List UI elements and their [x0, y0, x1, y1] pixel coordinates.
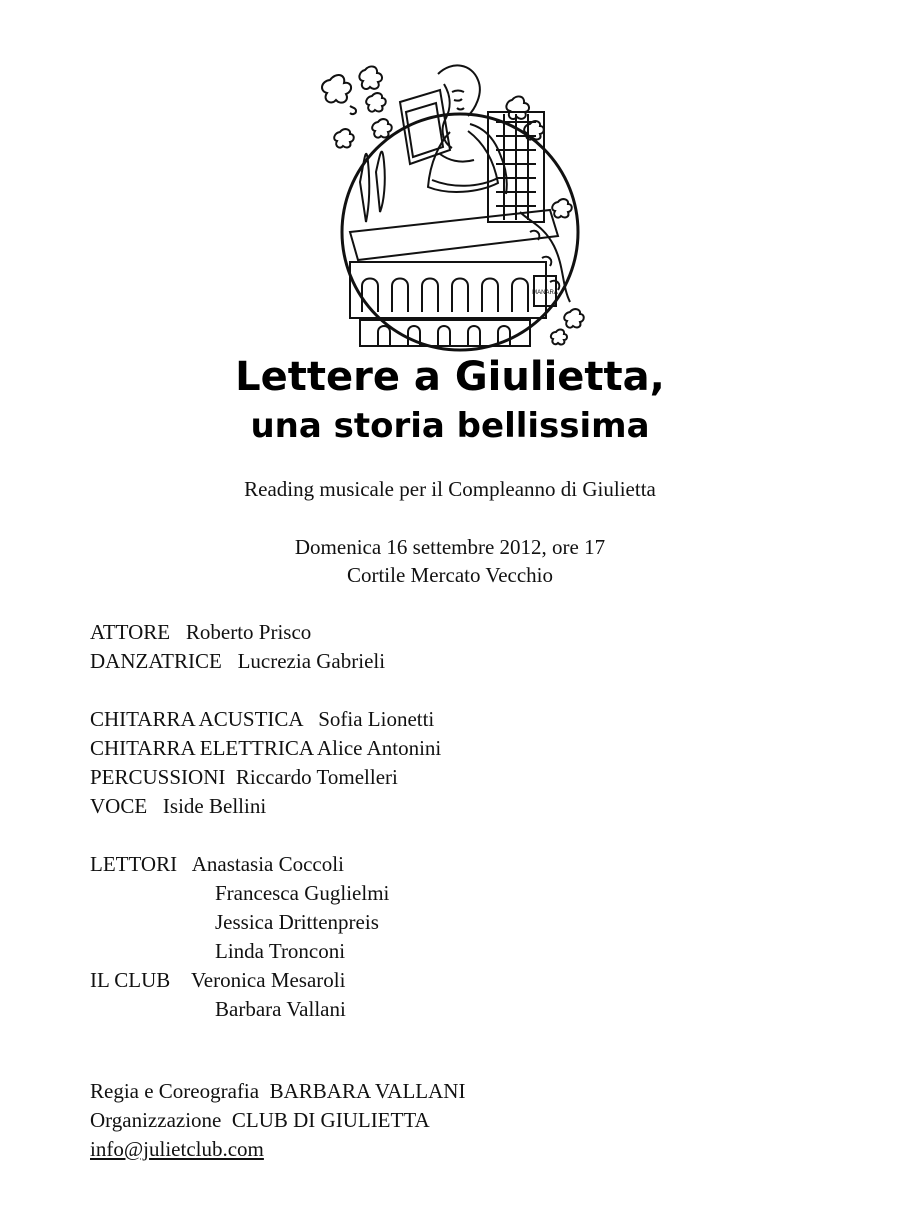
performer-name: Lucrezia Gabrieli	[237, 649, 386, 673]
performer-name: Iside Bellini	[162, 794, 267, 818]
performer-name: Jessica Drittenpreis	[215, 910, 379, 934]
artist-signature: MANARA	[532, 290, 558, 296]
role-label: CHITARRA ACUSTICA	[90, 707, 303, 731]
role-label: LETTORI	[90, 852, 178, 876]
role-label: CHITARRA ELETTRICA	[90, 736, 313, 760]
performer-name: Sofia Lionetti	[318, 707, 435, 731]
event-date: Domenica 16 settembre 2012, ore 17	[294, 535, 606, 559]
role-label: ATTORE	[90, 620, 171, 644]
direction-label: Regia e Coreografia	[90, 1079, 260, 1103]
performer-name: Linda Tronconi	[215, 939, 346, 963]
footer-block	[90, 1077, 465, 1164]
role-label: IL CLUB	[90, 968, 171, 992]
credit-row-acoustic-guitar	[90, 705, 441, 734]
footer-organization	[90, 1106, 465, 1135]
role-label: DANZATRICE	[90, 649, 222, 673]
credit-row-readers	[90, 937, 441, 966]
performer-name: Roberto Prisco	[185, 620, 312, 644]
credit-row-actor	[90, 618, 441, 647]
performer-name: Alice Antonini	[317, 736, 442, 760]
performer-name: Barbara Vallani	[215, 997, 346, 1021]
credits-block	[90, 618, 441, 1024]
footer-direction	[90, 1077, 465, 1106]
performer-name: Riccardo Tomelleri	[235, 765, 398, 789]
role-label: VOCE	[90, 794, 148, 818]
organization-label: Organizzazione	[90, 1108, 222, 1132]
performer-name: Francesca Guglielmi	[215, 881, 390, 905]
credit-row-electric-guitar	[90, 734, 441, 763]
credit-row-voice	[90, 792, 441, 821]
credit-row-readers	[90, 850, 441, 879]
credit-row-readers	[90, 908, 441, 937]
credit-row-percussion	[90, 763, 441, 792]
event-venue: Cortile Mercato Vecchio	[346, 563, 554, 587]
credit-row-readers	[90, 879, 441, 908]
contact-email-link[interactable]: info@julietclub.com	[90, 1137, 264, 1161]
performer-name: Veronica Mesaroli	[190, 968, 346, 992]
credit-row-club	[90, 966, 441, 995]
credit-row-club	[90, 995, 441, 1024]
footer-contact	[90, 1135, 465, 1164]
poster-title-line-2: una storia bellissima	[250, 406, 650, 446]
organizer-name: CLUB DI GIULIETTA	[231, 1108, 430, 1132]
role-label: PERCUSSIONI	[90, 765, 226, 789]
director-name: BARBARA VALLANI	[269, 1079, 466, 1103]
juliet-balcony-illustration	[320, 62, 600, 352]
poster-subtitle: Reading musicale per il Compleanno di Giulietta	[244, 477, 656, 501]
credit-row-dancer	[90, 647, 441, 676]
poster-title-line-1: Lettere a Giulietta,	[235, 354, 665, 400]
performer-name: Anastasia Coccoli	[191, 852, 344, 876]
